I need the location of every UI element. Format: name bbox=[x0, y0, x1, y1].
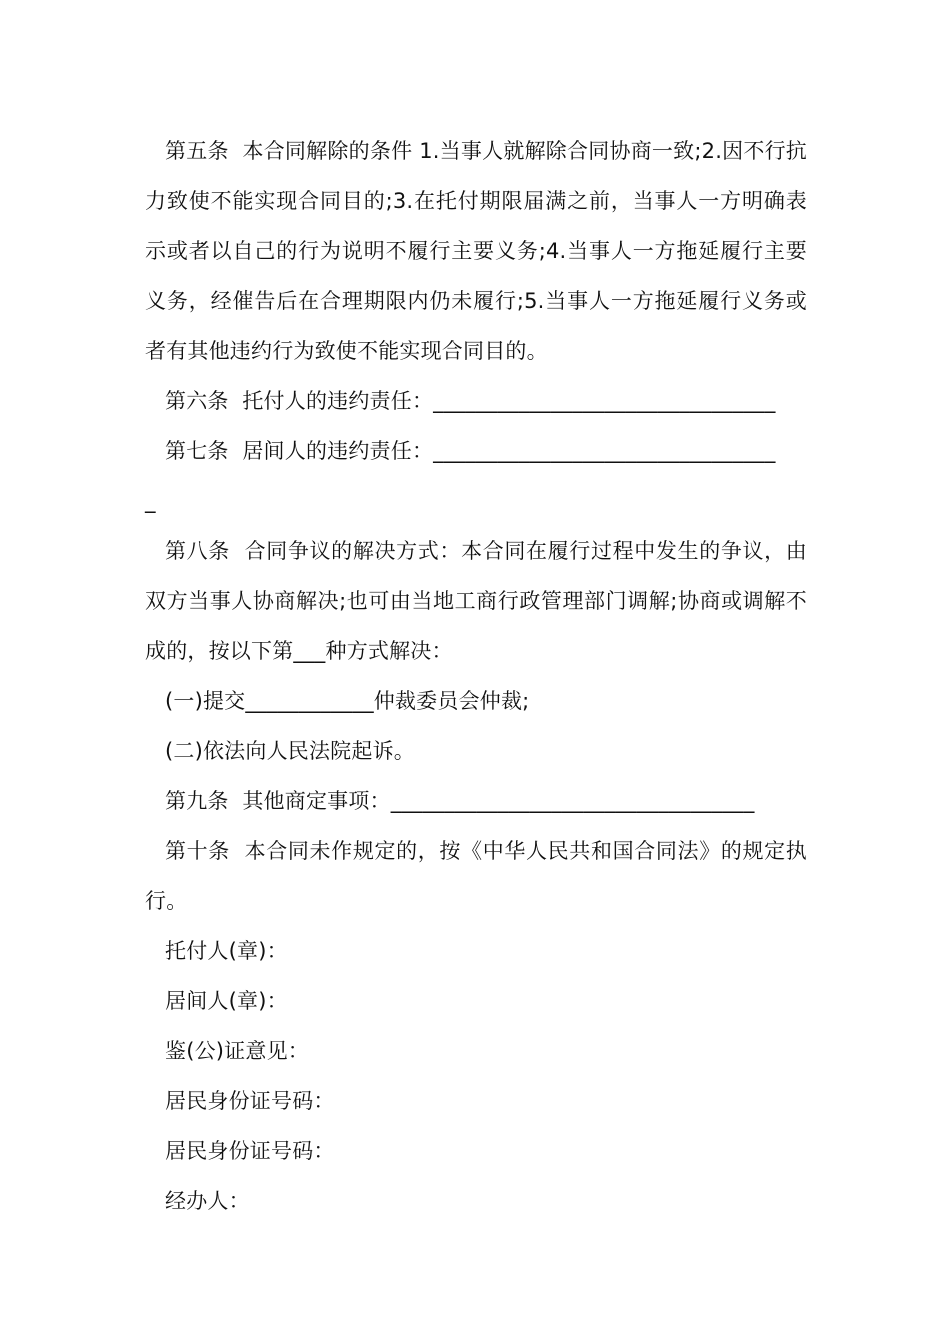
handler: 经办人： bbox=[165, 1189, 250, 1213]
dispute-option-2: (二)依法向人民法院起诉。 bbox=[165, 739, 415, 763]
article-10: 第十条 本合同未作规定的，按《中华人民共和国合同法》的规定执行。 bbox=[145, 839, 807, 913]
article-6: 第六条 托付人的违约责任：________________________________ bbox=[165, 389, 776, 413]
article-9: 第九条 其他商定事项：__________________________________ bbox=[165, 789, 755, 813]
article-7-continuation: _ bbox=[145, 489, 156, 513]
article-7: 第七条 居间人的违约责任：________________________________ bbox=[165, 439, 776, 463]
document-page bbox=[145, 126, 807, 1226]
signature-broker: 居间人(章)： bbox=[165, 989, 288, 1013]
article-8: 第八条 合同争议的解决方式：本合同在履行过程中发生的争议，由双方当事人协商解决;也可由当地工商行政管理部门调解;协商或调解不成的，按以下第___种方式解决： bbox=[145, 539, 807, 663]
dispute-option-1: (一)提交____________仲裁委员会仲裁; bbox=[165, 689, 530, 713]
notary-opinion: 鉴(公)证意见： bbox=[165, 1039, 309, 1063]
id-number-1: 居民身份证号码： bbox=[165, 1089, 335, 1113]
signature-client: 托付人(章)： bbox=[165, 939, 288, 963]
article-5: 第五条 本合同解除的条件 1.当事人就解除合同协商一致;2.因不行抗力致使不能实现合同目的;3.在托付期限届满之前，当事人一方明确表示或者以自己的行为说明不履行主要义务;4.当事人一方拖延履行主要义务，经催告后在合理期限内仍未履行;5.当事人一方拖延履行义务或者有其他违约行为致使不能实现合同目的。 bbox=[145, 139, 807, 363]
id-number-2: 居民身份证号码： bbox=[165, 1139, 335, 1163]
